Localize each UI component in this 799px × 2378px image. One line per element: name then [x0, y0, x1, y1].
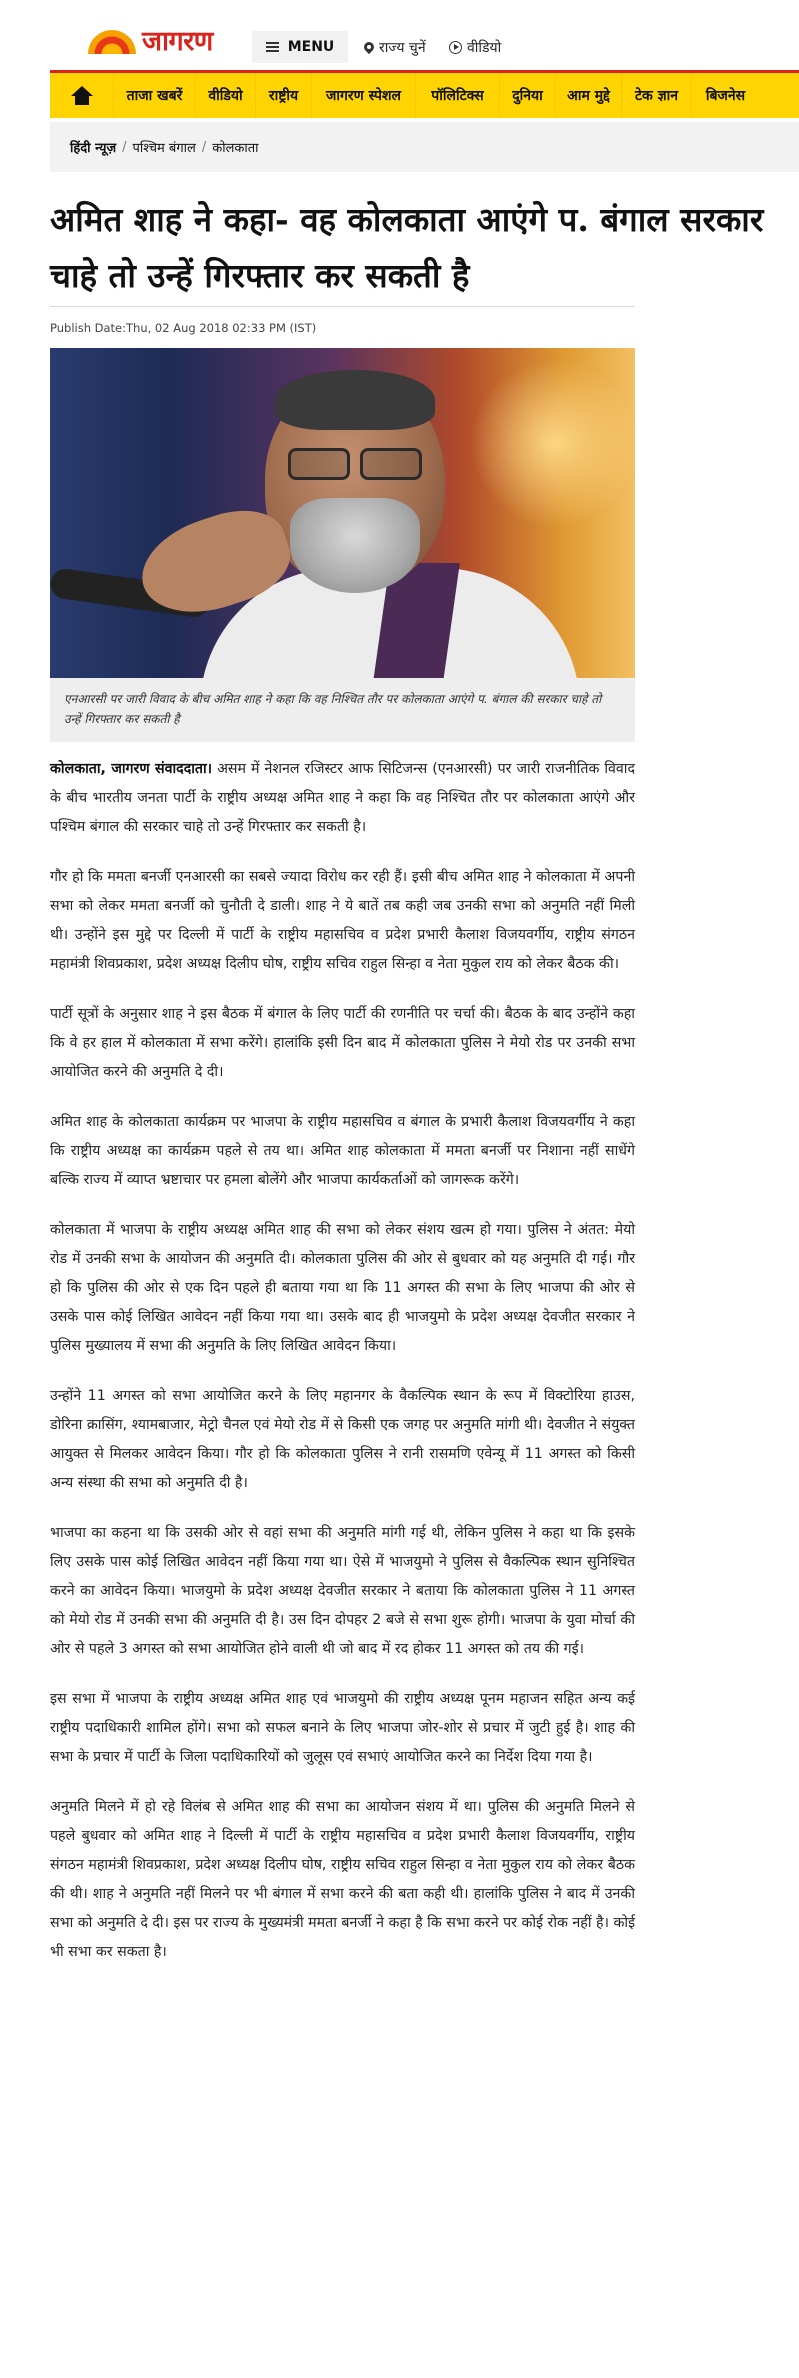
nav-item-video[interactable]: वीडियो — [196, 73, 256, 118]
home-icon — [71, 86, 93, 106]
main-nav — [50, 70, 799, 118]
article-paragraph: अमित शाह के कोलकाता कार्यक्रम पर भाजपा के राष्ट्रीय महासचिव व बंगाल के प्रभारी कैलाश विजयवर्गीय ने कहा कि राष्ट्रीय अध्यक्ष का कार्यक्रम पहले से तय था। अमित शाह कोलकाता में ममता बनर्जी पर निशाना नहीं साधेंगे बल्कि राज्य में व्याप्त भ्रष्टाचार पर हमला बोलेंगे और भाजपा कार्यकर्ताओं को जागरूक करेंगे। — [50, 1114, 635, 1188]
video-link-label: वीडियो — [467, 40, 502, 56]
nav-item-latest[interactable]: ताजा खबरें — [114, 73, 196, 118]
menu-button[interactable] — [252, 31, 348, 63]
nav-item-business[interactable]: बिजनेस — [705, 88, 746, 104]
nav-item-politics[interactable]: पॉलिटिक्स — [416, 73, 500, 118]
play-circle-icon — [449, 41, 462, 54]
select-state-link[interactable] — [364, 38, 426, 57]
nav-item-jagran-special[interactable]: जागरण स्पेशल — [312, 73, 416, 118]
article-title: अमित शाह ने कहा- वह कोलकाता आएंगे प. बंगाल सरकार चाहे तो उन्हें गिरफ्तार कर सकती है — [50, 200, 764, 295]
breadcrumb-separator: / — [201, 139, 207, 155]
breadcrumb-hindi-news[interactable]: हिंदी न्यूज़ — [70, 141, 117, 156]
jagran-logo[interactable] — [88, 28, 213, 56]
article-paragraph — [50, 755, 635, 842]
nav-home[interactable] — [50, 73, 114, 118]
article-paragraph: भाजपा का कहना था कि उसकी ओर से वहां सभा की अनुमति मांगी गई थी, लेकिन पुलिस ने कहा था कि इसके लिए उसके पास कोई लिखित आवेदन नहीं किया गया था। ऐसे में भाजयुमो ने पुलिस से वैकल्पिक स्थान सुनिश्चित करने का आवेदन किया। भाजयुमो के प्रदेश अध्यक्ष देवजीत सरकार ने बताया कि कोलकाता पुलिस ने 11 अगस्त को मेयो रोड में उनकी सभा की अनुमति दी है। उस दिन दोपहर 2 बजे से सभा शुरू होगी। भाजपा के युवा मोर्चा की ओर से पहले 3 अगस्त को सभा आयोजित होने वाली थी जो बाद में रद होकर 11 अगस्त को तय की गई। — [50, 1525, 635, 1657]
article-photo — [50, 348, 635, 678]
breadcrumb — [50, 122, 799, 172]
breadcrumb-separator: / — [122, 139, 127, 155]
breadcrumb-west-bengal[interactable]: पश्चिम बंगाल — [132, 141, 196, 156]
article-body — [50, 755, 635, 1988]
nav-item-common-issues[interactable]: आम मुद्दे — [556, 73, 622, 118]
article-paragraph: कोलकाता में भाजपा के राष्ट्रीय अध्यक्ष अमित शाह की सभा को लेकर संशय खत्म हो गया। पुलिस ने अंतत: मेयो रोड में उनकी सभा के आयोजन की अनुमति दी। कोलकाता पुलिस की ओर से बुधवार को यह अनुमति दी गई। गौर हो कि पुलिस की ओर से एक दिन पहले ही बताया गया था कि 11 अगस्त की सभा के लिए भाजपा की ओर से उसके पास कोई लिखित आवेदन नहीं किया गया था। उसके बाद ही भाजयुमो के प्रदेश अध्यक्ष देवजीत सरकार ने पुलिस मुख्यालय में सभा की अनुमति के लिए लिखित आवेदन किया। — [50, 1222, 635, 1354]
publish-date: Publish Date:Thu, 02 Aug 2018 02:33 PM (IST) — [50, 321, 317, 335]
logo-text: जागरण — [142, 26, 213, 57]
video-link[interactable] — [449, 38, 501, 57]
title-divider — [50, 306, 635, 307]
article-paragraph: उन्होंने 11 अगस्त को सभा आयोजित करने के लिए महानगर के वैकल्पिक स्थान के रूप में विक्टोरिया हाउस, डोरिना क्रासिंग, श्यामबाजार, मेट्रो चैनल एवं मेयो रोड में से किसी एक जगह पर अनुमति मांगी थी। देवजीत ने संयुक्त आयुक्त से मिलकर आवेदन किया। गौर हो कि कोलकाता पुलिस ने रानी रासमणि एवेन्यू में 11 अगस्त को किसी अन्य संस्था की सभा को अनुमति दी है। — [50, 1388, 635, 1491]
sun-logo-icon — [88, 30, 136, 54]
photo-caption: एनआरसी पर जारी विवाद के बीच अमित शाह ने कहा कि वह निश्चित तौर पर कोलकाता आएंगे प. बंगाल की सरकार चाहे तो उन्हें गिरफ्तार कर सकती है — [50, 678, 635, 742]
article-paragraph: गौर हो कि ममता बनर्जी एनआरसी का सबसे ज्यादा विरोध कर रही हैं। इसी बीच अमित शाह ने कोलकाता में अपनी सभा को लेकर ममता बनर्जी को चुनौती दे डाली। शाह ने ये बातें तब कही जब उनकी सभा को अनुमति नहीं मिली थी। उन्होंने इस मुद्दे पर दिल्ली में पार्टी के राष्ट्रीय महासचिव व प्रदेश प्रभारी कैलाश विजयवर्गीय, राष्ट्रीय संगठन महामंत्री शिवप्रकाश, प्रदेश अध्यक्ष दिलीप घोष, राष्ट्रीय सचिव राहुल सिन्हा व नेता मुकुल राय को लेकर बैठक की। — [50, 869, 635, 972]
breadcrumb-kolkata[interactable]: कोलकाता — [212, 141, 259, 156]
article-paragraph: अनुमति मिलने में हो रहे विलंब से अमित शाह की सभा का आयोजन संशय में था। पुलिस की अनुमति मिलने से पहले बुधवार को अमित शाह ने दिल्ली में पार्टी के राष्ट्रीय महासचिव व प्रदेश प्रभारी कैलाश विजयवर्गीय, राष्ट्रीय संगठन महामंत्री शिवप्रकाश, प्रदेश अध्यक्ष दिलीप घोष, राष्ट्रीय सचिव राहुल सिन्हा व नेता मुकुल राय को लेकर बैठक की थी। शाह ने अनुमति नहीं मिलने पर भी बंगाल में सभा करने की बता कही थी। हालांकि पुलिस ने बाद में उनकी सभा को अनुमति दे दी। इस पर राज्य के मुख्यमंत्री ममता बनर्जी ने कहा है कि सभा करने पर कोई रोक नहीं है। कोई भी सभा कर सकता है। — [50, 1799, 635, 1960]
hamburger-icon — [266, 42, 279, 52]
menu-label: MENU — [287, 39, 335, 55]
article-paragraph: इस सभा में भाजपा के राष्ट्रीय अध्यक्ष अमित शाह एवं भाजयुमो की राष्ट्रीय अध्यक्ष पूनम महाजन सहित अन्य कई राष्ट्रीय पदाधिकारी शामिल होंगे। सभा को सफल बनाने के लिए भाजपा जोर-शोर से प्रचार में जुटी हुई है। शाह की सभा के प्रचार में पार्टी के जिला पदाधिकारियों को जुलूस एवं सभाएं आयोजित करने का निर्देश दिया गया है। — [50, 1691, 635, 1765]
article-paragraph: पार्टी सूत्रों के अनुसार शाह ने इस बैठक में बंगाल के लिए पार्टी की रणनीति पर चर्चा की। बैठक के बाद उन्होंने कहा कि वे हर हाल में कोलकाता में सभा करेंगे। हालांकि इसी दिन बाद में कोलकाता पुलिस ने मेयो रोड पर उनकी सभा आयोजित करने की अनुमति दे दी। — [50, 1006, 635, 1080]
nav-item-tech[interactable]: टेक ज्ञान — [622, 73, 692, 118]
lead-text: असम में नेशनल रजिस्टर आफ सिटिजन्स (एनआरसी) पर जारी राजनीतिक विवाद के बीच भारतीय जनता पार्टी के राष्ट्रीय अध्यक्ष अमित शाह ने कहा कि वह निश्चित तौर पर कोलकाता आएंगे और पश्चिम बंगाल की सरकार चाहे तो उन्हें गिरफ्तार कर सकती है। — [50, 761, 636, 835]
site-header — [0, 0, 799, 70]
select-state-label: राज्य चुनें — [379, 40, 426, 56]
byline: कोलकाता, जागरण संवाददाता। — [50, 761, 213, 777]
nav-item-national[interactable]: राष्ट्रीय — [256, 73, 312, 118]
location-pin-icon — [364, 42, 374, 54]
nav-item-world[interactable]: दुनिया — [500, 73, 556, 118]
